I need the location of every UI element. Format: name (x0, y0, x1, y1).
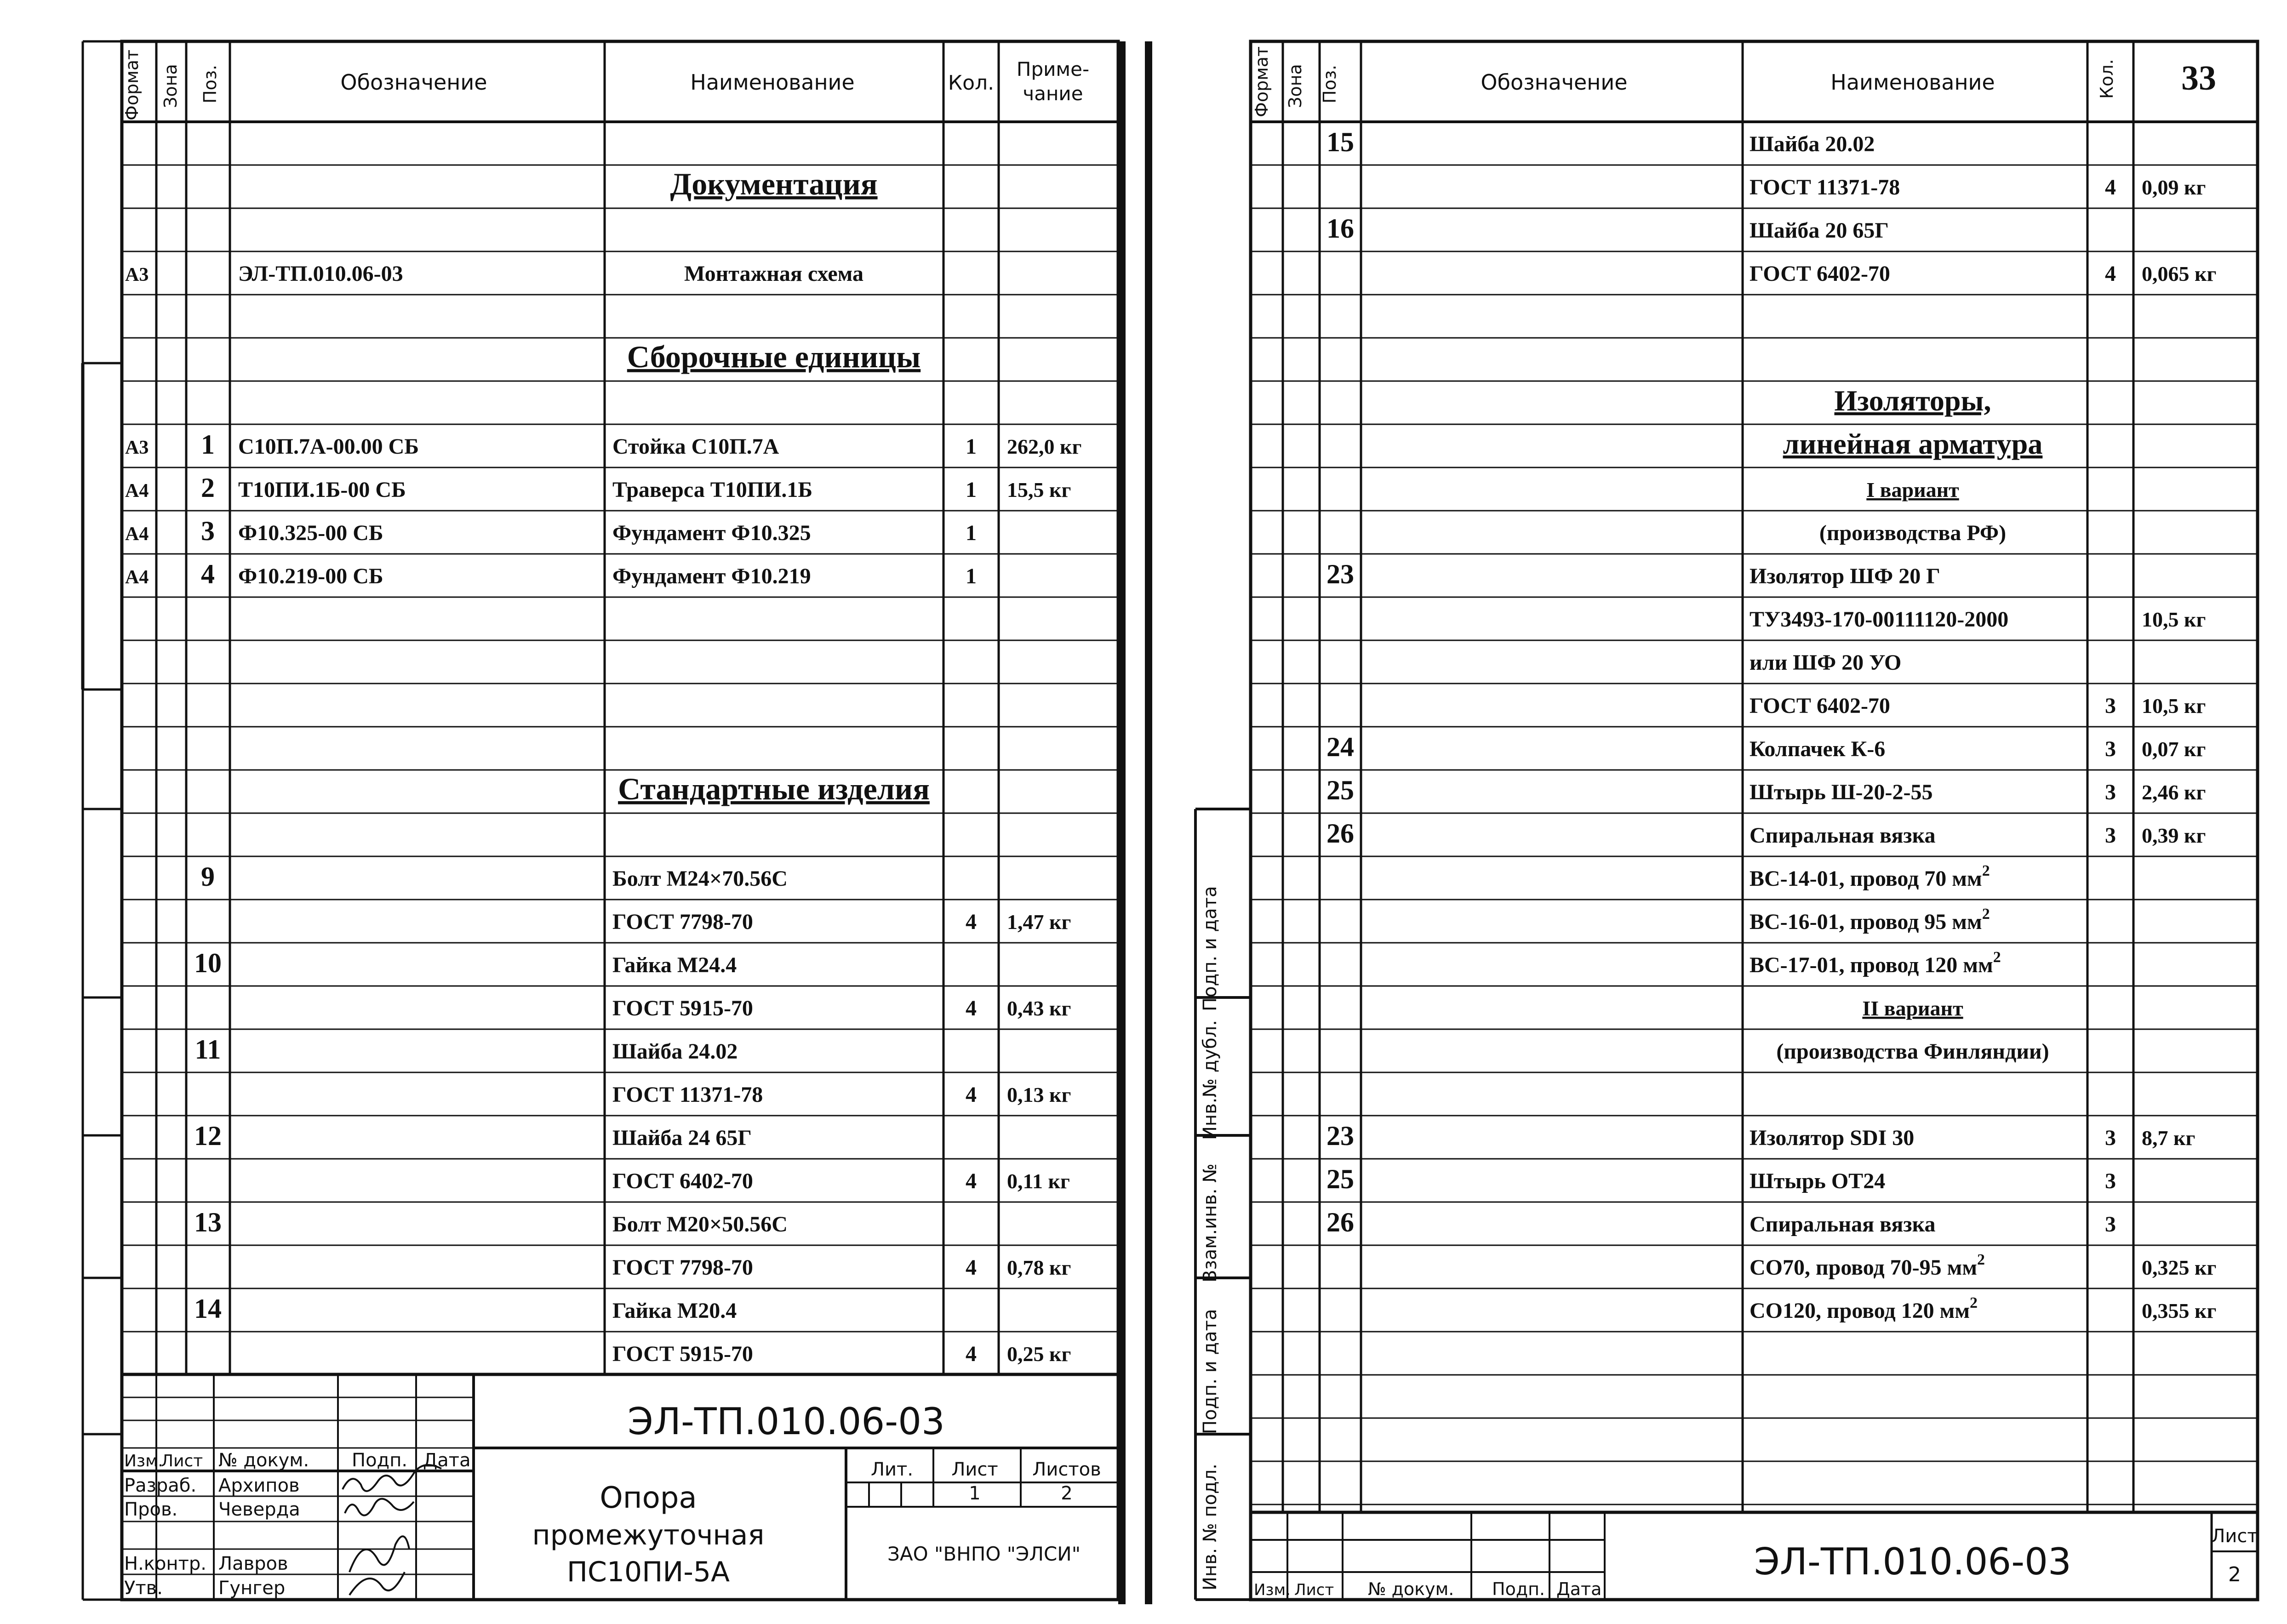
row-pos: 16 (1326, 213, 1354, 244)
page-number: 33 (2181, 59, 2216, 97)
row-note: 0,43 кг (1007, 996, 1071, 1020)
row-pos: 23 (1326, 1120, 1354, 1151)
row-name: ГОСТ 7798-70 (612, 1255, 753, 1280)
row-name: СО70, провод 70-95 $мм^2$ (1750, 1251, 1985, 1280)
row-qty: 3 (2105, 1125, 2116, 1150)
tb-sheet-label: Лист (951, 1459, 998, 1480)
row-pos: 13 (194, 1207, 222, 1237)
row-name: Спиральная вязка (1750, 823, 1936, 848)
row-pos: 24 (1326, 731, 1354, 762)
row-name: Шайба 24 65Г (612, 1125, 752, 1150)
stamp-podp-data-2: Подп. и дата (1200, 1309, 1221, 1434)
row-qty: 1 (966, 564, 977, 588)
tb-col-doc: № докум. (218, 1450, 309, 1471)
row-name: ГОСТ 11371-78 (1750, 175, 1900, 199)
stamp-vzam-inv: Взам.инв. № (1200, 1163, 1221, 1282)
section-title: Изоляторы, (1834, 384, 1991, 417)
row-designation: Ф10.325-00 СБ (238, 520, 383, 545)
row-pos: 25 (1326, 1163, 1354, 1194)
row-name: Фундамент Ф10.219 (612, 564, 811, 588)
row-name: или ШФ 20 УО (1750, 650, 1902, 675)
right-sheet-edge (1145, 41, 1152, 1604)
row-name: ГОСТ 7798-70 (612, 909, 753, 934)
row-name: Колпачек К-6 (1750, 736, 1886, 761)
row-note: 10,5 кг (2142, 694, 2206, 718)
r-header-zone: Зона (1285, 64, 1305, 108)
row-name: Болт М20×50.56С (612, 1212, 788, 1237)
section-title: Документация (670, 166, 878, 201)
superscript: 2 (1977, 1251, 1985, 1268)
header-pos: Поз. (200, 64, 220, 103)
tb-col-izm: Изм. (124, 1452, 163, 1470)
row-name: ГОСТ 6402-70 (1750, 261, 1890, 286)
row-name: ГОСТ 5915-70 (612, 996, 753, 1020)
tb-lit-label: Лит. (870, 1459, 914, 1480)
row-name: Изолятор SDI 30 (1750, 1125, 1915, 1150)
row-qty: 1 (966, 477, 977, 502)
right-spec-rows (1326, 127, 2216, 1323)
row-name: ГОСТ 5915-70 (612, 1341, 753, 1366)
header-format: Формат (122, 49, 142, 120)
right-sheet (1195, 41, 2258, 1600)
row-pos: 26 (1326, 818, 1354, 849)
row-name: ГОСТ 6402-70 (1750, 693, 1890, 718)
row-note: 8,7 кг (2142, 1126, 2196, 1150)
stamp-inv-dubl: Инв.№ дубл. (1200, 1020, 1221, 1140)
tb-org: ЗАО "ВНПО "ЭЛСИ" (887, 1543, 1081, 1565)
tb-title-3: ПС10ПИ-5А (566, 1556, 730, 1588)
row-format: А4 (125, 480, 149, 501)
header-zone: Зона (160, 64, 181, 108)
row-note: 0,07 кг (2142, 737, 2206, 761)
row-pos: 15 (1326, 126, 1354, 157)
row-name: Монтажная схема (684, 261, 864, 286)
row-pos: 14 (194, 1293, 222, 1324)
header-name: Наименование (690, 70, 855, 95)
row-name: Штырь ОТ24 (1750, 1168, 1886, 1193)
variant-title: I вариант (1866, 478, 1959, 501)
r-footer-doc: № докум. (1368, 1579, 1454, 1599)
row-name: Гайка М20.4 (612, 1298, 737, 1323)
row-name: Гайка М24.4 (612, 952, 737, 977)
left-sheet (83, 41, 1118, 1600)
row-name: Траверса Т10ПИ.1Б (612, 477, 813, 502)
section-title: линейная арматура (1783, 427, 2043, 460)
row-name: Спиральная вязка (1750, 1212, 1936, 1237)
row-qty: 1 (966, 520, 977, 545)
r-footer-date: Дата (1556, 1579, 1602, 1599)
row-qty: 4 (966, 1168, 977, 1193)
right-grid (1195, 41, 2258, 1600)
row-pos: 2 (201, 472, 215, 503)
row-name: Штырь Ш-20-2-55 (1750, 780, 1933, 804)
row-designation: Ф10.219-00 СБ (238, 564, 383, 588)
tb-role-check: Пров. (124, 1499, 178, 1520)
r-footer-list: Лист (1294, 1581, 1334, 1599)
row-name: Стойка С10П.7А (612, 434, 779, 459)
row-note: 10,5 кг (2142, 607, 2206, 631)
row-pos: 25 (1326, 775, 1354, 805)
row-format: А3 (125, 437, 149, 458)
tb-name-appr: Гунгер (218, 1578, 286, 1599)
row-note: 15,5 кг (1007, 478, 1071, 501)
r-footer-sheet-label: Лист (2211, 1526, 2258, 1547)
r-header-format: Формат (1252, 46, 1272, 117)
row-format: А4 (125, 566, 149, 588)
row-designation: С10П.7А-00.00 СБ (238, 434, 419, 459)
row-qty: 3 (2105, 693, 2116, 718)
tb-role-dev: Разраб. (124, 1475, 197, 1496)
row-pos: 3 (201, 515, 215, 546)
r-footer-sheet-num: 2 (2228, 1563, 2241, 1586)
r-header-name: Наименование (1830, 70, 1995, 95)
row-name: (производства РФ) (1819, 520, 2007, 545)
row-note: 0,78 кг (1007, 1255, 1071, 1279)
tb-name-check: Чеверда (218, 1499, 300, 1520)
row-name: СО120, провод 120 $мм^2$ (1750, 1294, 1978, 1323)
row-qty: 4 (966, 1082, 977, 1107)
r-header-qty: Кол. (2097, 59, 2117, 99)
row-note: 0,13 кг (1007, 1083, 1071, 1106)
stamp-podp-data-1: Подп. и дата (1200, 886, 1221, 1011)
tb-role-norm: Н.контр. (124, 1553, 206, 1574)
row-note: 1,47 кг (1007, 910, 1071, 934)
tb-col-sign: Подп. (352, 1450, 408, 1471)
superscript: 2 (1993, 948, 2001, 966)
left-spec-rows (125, 166, 1081, 1366)
tb-col-date: Дата (423, 1450, 471, 1471)
row-note: 0,355 кг (2142, 1299, 2217, 1322)
row-name: Шайба 20.02 (1750, 131, 1875, 156)
row-name: ГОСТ 11371-78 (612, 1082, 763, 1107)
row-pos: 11 (194, 1034, 221, 1065)
row-designation: Т10ПИ.1Б-00 СБ (238, 477, 406, 502)
tb-name-norm: Лавров (218, 1553, 288, 1574)
row-pos: 23 (1326, 558, 1354, 589)
tb-sheets-total: 2 (1061, 1483, 1073, 1504)
row-note: 0,325 кг (2142, 1255, 2217, 1279)
binding-margin (83, 41, 122, 1600)
superscript: 2 (1982, 905, 1990, 923)
tb-title-1: Опора (600, 1481, 697, 1515)
tb-title-2: промежуточная (532, 1519, 765, 1551)
title-block (122, 1374, 1118, 1600)
signature-norm (349, 1536, 409, 1572)
tb-role-appr: Утв. (124, 1578, 163, 1599)
row-qty: 1 (966, 434, 977, 459)
tb-sheet-num: 1 (969, 1483, 981, 1504)
tb-doc-code: ЭЛ-ТП.010.06-03 (628, 1400, 945, 1443)
row-name: Шайба 24.02 (612, 1039, 738, 1064)
row-name: ТУ3493-170-00111120-2000 (1750, 607, 2009, 632)
row-qty: 4 (966, 1255, 977, 1280)
row-format: А4 (125, 523, 149, 545)
row-qty: 3 (2105, 1212, 2116, 1237)
row-name: ВС-16-01, провод 95 $мм^2$ (1750, 905, 1990, 934)
row-name: Фундамент Ф10.325 (612, 520, 811, 545)
row-qty: 3 (2105, 736, 2116, 761)
row-note: 0,065 кг (2142, 262, 2217, 285)
variant-title: II вариант (1862, 996, 1963, 1020)
signature-appr (349, 1572, 405, 1595)
row-qty: 3 (2105, 1168, 2116, 1193)
row-note: 0,25 кг (1007, 1342, 1071, 1366)
row-pos: 12 (194, 1120, 222, 1151)
row-pos: 4 (201, 558, 215, 589)
r-footer-sign: Подп. (1492, 1579, 1545, 1599)
superscript: 2 (1970, 1294, 1978, 1311)
header-note-2: чание (1023, 82, 1083, 105)
row-pos: 1 (201, 429, 215, 460)
row-note: 0,39 кг (2142, 823, 2206, 847)
row-qty: 3 (2105, 780, 2116, 804)
row-format: А3 (125, 264, 149, 285)
header-qty: Кол. (948, 71, 995, 95)
row-pos: 26 (1326, 1207, 1354, 1237)
row-pos: 9 (201, 861, 215, 892)
r-footer-doc-code: ЭЛ-ТП.010.06-03 (1754, 1540, 2071, 1583)
row-qty: 4 (966, 1341, 977, 1366)
r-header-pos: Поз. (1320, 64, 1340, 103)
r-footer-izm: Изм. (1254, 1581, 1291, 1599)
row-designation: ЭЛ-ТП.010.06-03 (238, 261, 403, 286)
row-note: 0,09 кг (2142, 175, 2206, 199)
row-qty: 3 (2105, 823, 2116, 848)
row-note: 2,46 кг (2142, 780, 2206, 804)
row-name: Шайба 20 65Г (1750, 218, 1889, 243)
row-qty: 4 (966, 909, 977, 934)
row-qty: 4 (966, 996, 977, 1020)
header-note-1: Приме- (1016, 58, 1090, 80)
row-name: (производства Финляндии) (1776, 1039, 2049, 1064)
section-title: Сборочные единицы (627, 339, 921, 374)
row-pos: 10 (194, 947, 222, 978)
row-note: 262,0 кг (1007, 434, 1082, 458)
row-note: 0,11 кг (1007, 1169, 1070, 1193)
header-designation: Обозначение (340, 70, 487, 95)
tb-col-list: Лист (161, 1452, 203, 1470)
r-header-designation: Обозначение (1481, 70, 1628, 95)
superscript: 2 (1982, 862, 1990, 879)
section-title: Стандартные изделия (618, 771, 930, 806)
tb-sheets-label: Листов (1032, 1459, 1101, 1480)
stamp-inv-podl: Инв. № подл. (1200, 1464, 1221, 1590)
row-qty: 4 (2105, 261, 2116, 286)
row-qty: 4 (2105, 175, 2116, 199)
row-name: Болт М24×70.56С (612, 866, 788, 891)
tb-name-dev: Архипов (218, 1475, 300, 1496)
row-name: ВС-14-01, провод 70 $мм^2$ (1750, 862, 1990, 891)
row-name: ГОСТ 6402-70 (612, 1168, 753, 1193)
row-name: Изолятор ШФ 20 Г (1750, 564, 1940, 588)
signature-check (345, 1499, 414, 1516)
row-name: ВС-17-01, провод 120 $мм^2$ (1750, 948, 2001, 977)
